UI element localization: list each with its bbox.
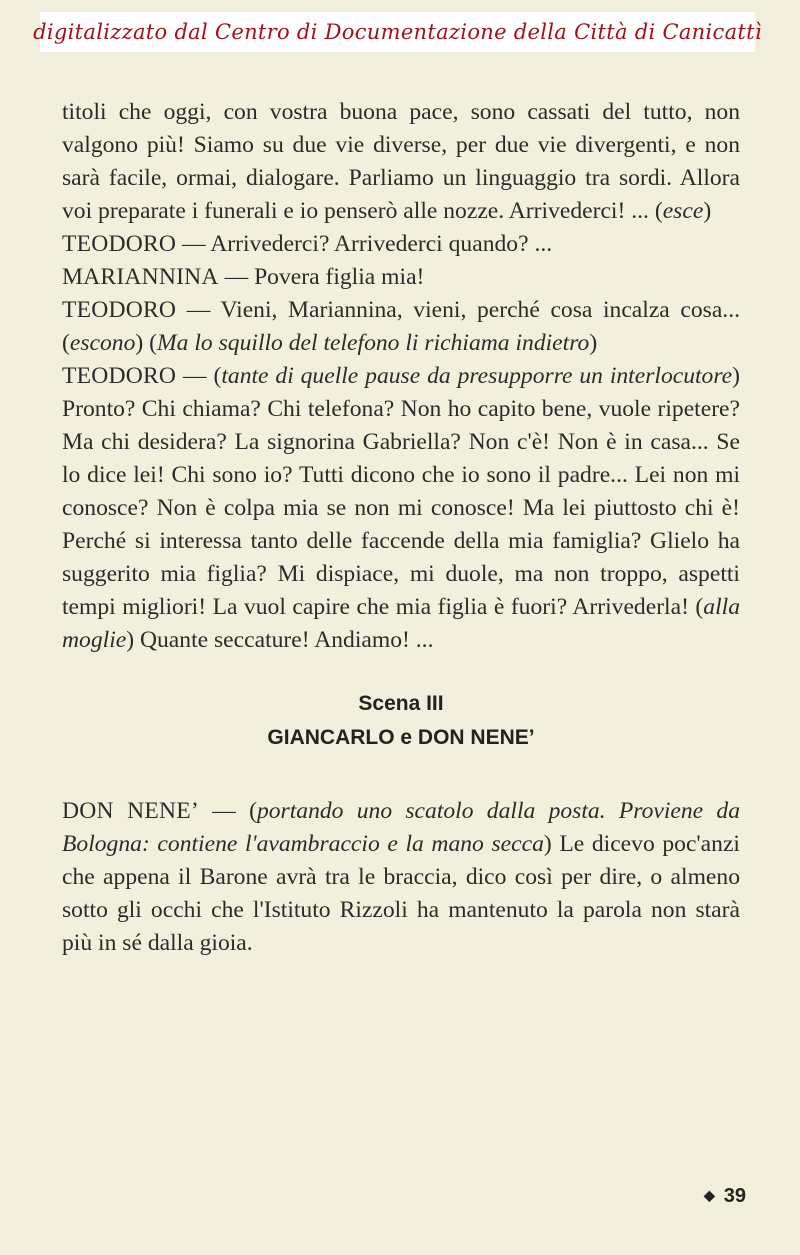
diamond-ornament-icon: ◆ — [704, 1187, 715, 1203]
stage-direction: Ma lo squillo del telefono li richiama indietro — [157, 330, 590, 356]
dialogue-text: titoli che oggi, con vostra buona pace, sono cassati del tutto, non valgono più! Siamo su due vie diverse, per due vie divergenti, e non sarà facile, ormai, dialogare. Parliamo un linguaggio tra sordi. Allora voi preparate i funerali e io penserò alle nozze. Arrivederci! ... ( — [62, 99, 740, 224]
stage-direction: escono — [69, 330, 136, 356]
dialogue-text: ) Pronto? Chi chiama? Chi telefona? Non ho capito bene, vuole ripetere? Ma chi desidera? La signorina Gabriella? Non c'è! Non è in casa... Se lo dice lei! Chi sono io? Tutti dicono che io sono il padre... Lei non mi conosce? Non è colpa mia se non mi conosce! Ma lei piuttosto chi è! Perché si interessa tanto delle faccende della mia famiglia? Glielo ha suggerito mia figlia? Mi dispiace, mi duole, ma non troppo, aspetti tempi migliori! La vuol capire che mia figlia è fuori? Arrivederla! ( — [62, 363, 740, 620]
dialogue-text: ) ( — [135, 330, 158, 356]
digitization-watermark — [33, 12, 762, 52]
scene-characters: GIANCARLO e DON NENE’ — [267, 726, 535, 749]
speaker-name: TEODORO — [62, 363, 177, 389]
dialogue-text: ) — [589, 330, 598, 356]
dialogue-paragraph — [62, 360, 740, 657]
dialogue-paragraph — [62, 228, 740, 261]
dialogue-paragraph — [62, 795, 740, 960]
dialogue-text: ) Quante seccature! Andiamo! ... — [126, 627, 434, 653]
dialogue-text: — Povera figlia mia! — [218, 264, 425, 290]
dialogue-text: ) — [703, 198, 712, 224]
dialogue-paragraph — [62, 96, 740, 228]
stage-direction: alla moglie — [62, 594, 740, 653]
speaker-name: TEODORO — [62, 231, 177, 257]
dialogue-block-1 — [62, 96, 740, 657]
page-number: 39 — [723, 1185, 747, 1207]
dialogue-text: — Vieni, Mariannina, vieni, perché cosa incalza cosa... ( — [62, 297, 740, 356]
stage-direction: esce — [662, 198, 704, 224]
speaker-name: DON NENE’ — [62, 798, 199, 824]
dialogue-text: — ( — [176, 363, 222, 389]
dialogue-block-2 — [62, 795, 740, 960]
dialogue-paragraph — [62, 261, 740, 294]
dialogue-text: — Arrivederci? Arrivederci quando? ... — [176, 231, 553, 257]
dialogue-text: — ( — [198, 798, 257, 824]
watermark-text: digitalizzato dal Centro di Documentazione della Città di Canicattì — [33, 20, 762, 44]
speaker-name: TEODORO — [62, 297, 177, 323]
dialogue-text: ) Le dicevo poc'anzi che appena il Barone avrà tra le braccia, dico così per dire, o almeno sotto gli occhi che l'Istituto Rizzoli ha mantenuto la parola non starà più in sé dalla gioia. — [62, 831, 740, 956]
page-footer — [704, 1185, 746, 1208]
stage-direction: tante di quelle pause da presupporre un interlocutore — [221, 363, 733, 389]
page-body — [62, 96, 740, 960]
scene-number: Scena III — [358, 692, 444, 715]
speaker-name: MARIANNINA — [62, 264, 219, 290]
stage-direction: portando uno scatolo dalla posta. Proviene da Bologna: contiene l'avambraccio e la mano secca — [62, 798, 741, 857]
dialogue-paragraph — [62, 294, 740, 360]
